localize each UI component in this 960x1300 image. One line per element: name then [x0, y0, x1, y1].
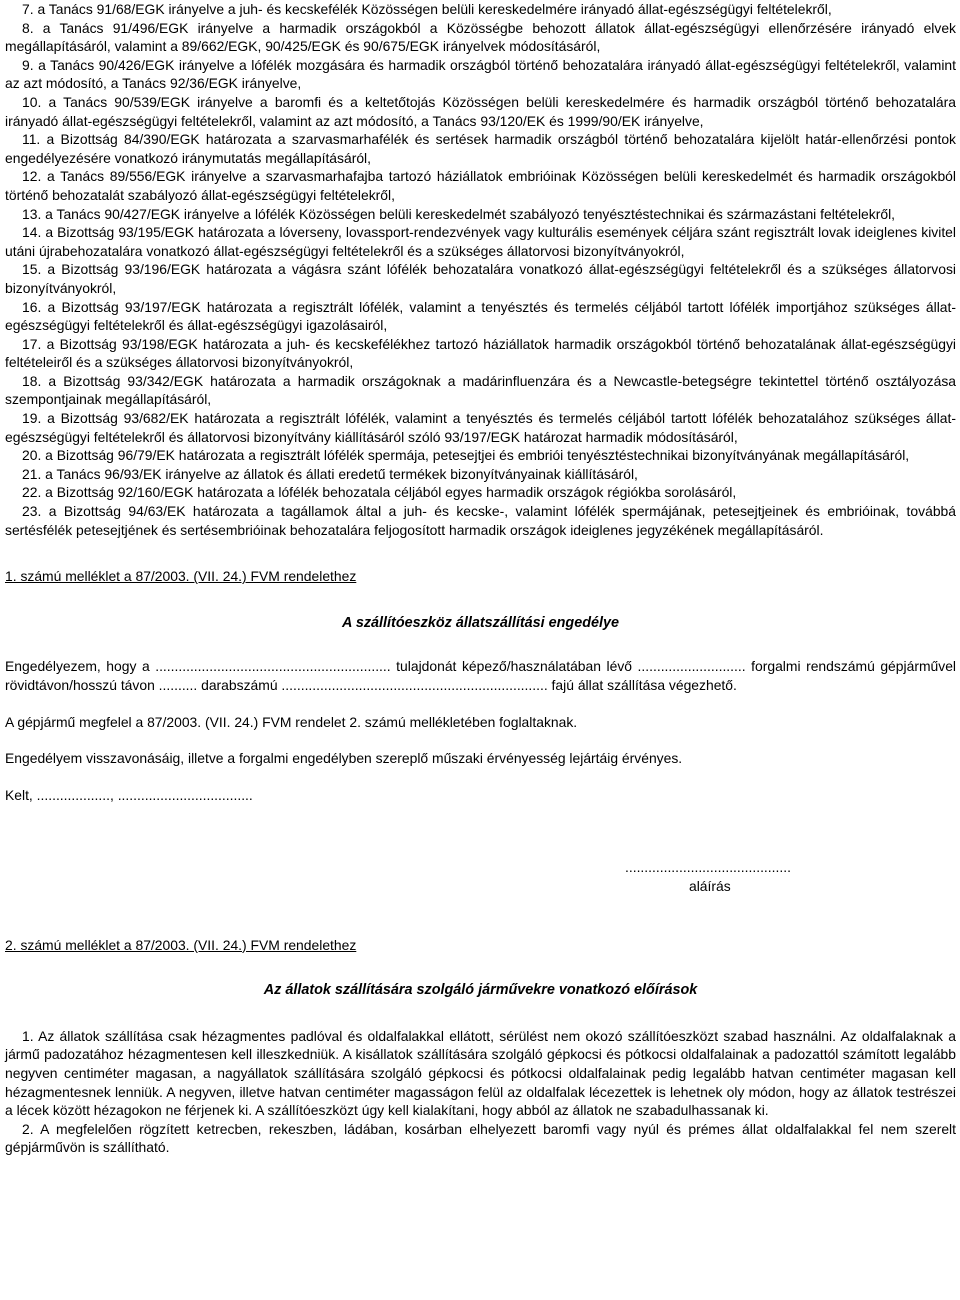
- signature-line: ...........................................: [625, 859, 791, 876]
- spacer: [5, 896, 956, 936]
- spacer: [5, 954, 956, 981]
- spacer: [5, 731, 956, 749]
- annex-1-title: A szállítóeszköz állatszállítási engedélye: [342, 614, 619, 631]
- signature-label: aláírás: [689, 877, 731, 894]
- place-date-line: Kelt, ..................., ...................................: [5, 786, 253, 803]
- list-item: 16. a Bizottság 93/197/EGK határozata a regisztrált lófélék, valamint a tenyésztés és termelés céljából tartott lófélék importjához szükséges állat-egészségügyi feltételekről és állat-egészségügyi igazolásairól,: [5, 298, 956, 334]
- list-item: 8. a Tanács 91/496/EGK irányelve a harmadik országokból a Közösségbe behozott állatok állat-egészségügyi ellenőrzésére irányadó elvek megállapításáról, valamint a 89/662/EGK, 90/425/EGK és 90/675/EGK irányelvek módosításáról,: [5, 19, 956, 55]
- annex-2-title: Az állatok szállítására szolgáló járművekre vonatkozó előírások: [263, 982, 698, 999]
- vehicle-compliance-text: A gépjármű megfelel a 87/2003. (VII. 24.) FVM rendelet 2. számú mellékletében foglaltaknak.: [5, 713, 578, 730]
- list-item: 21. a Tanács 96/93/EK irányelve az állatok és állati eredetű termékek bizonyítványainak kiállításáról,: [22, 465, 638, 482]
- list-item: 12. a Tanács 89/556/EGK irányelve a szarvasmarhafajba tartozó háziállatok embrióinak Közösségen belüli kereskedelmét és harmadik országokból történő behozatalát szabályozó állat-egészségügyi feltételekről,: [5, 168, 956, 203]
- list-item: 10. a Tanács 90/539/EGK irányelve a baromfi és a keltetőtojás Közösségen belüli kereskedelmére és harmadik országból történő behozatalára irányadó állat-egészségügyi feltételekről, valamint az azt módosító, a Tanács 93/120/EK és 1999/90/EK irányelve,: [5, 93, 956, 129]
- regulation-paragraph: 2. A megfelelően rögzített ketrecben, rekeszben, ládában, kosárban elhelyezett baromfi vagy nyúl és prémes állat oldalfalakkal fel nem szerelt gépjárművön is szállítható.: [5, 1120, 956, 1156]
- list-item: 19. a Bizottság 93/682/EK határozata a regisztrált lófélék, valamint a tenyésztés és termelés céljából tartott lófélék behozatalához szükséges állat-egészségügyi feltételekről és állatorvosi bizonyítvány kiállításáról szóló 93/197/EGK határozat harmadik módosításáról,: [5, 410, 956, 445]
- list-item: 13. a Tanács 90/427/EGK irányelve a lófélék Közösségen belüli kereskedelmét szabályozó tenyésztéstechnikai és származástani feltételekről,: [22, 205, 896, 222]
- spacer: [5, 632, 956, 657]
- directive-list: [5, 0, 956, 539]
- list-item: 15. a Bizottság 93/196/EGK határozata a vágásra szánt lófélék behozatalára vonatkozó állat-egészségügyi feltételekről és a szükséges állatorvosi bizonyítványokról,: [5, 261, 956, 296]
- regulation-paragraph: 1. Az állatok szállítása csak hézagmentes padlóval és oldalfalakkal ellátott, sérülést nem okozó szállítóeszközt szabad használni. Az oldalfalaknak a jármű padozatához hézagmentesen kell illeszkedniük. A kisállatok szállítására szolgáló gépkocsi és pótkocsi oldalfalainak a padozattól számított legalább negyven centiméter magasan, a nagyállatok szállítására szolgáló gépkocsi és pótkocsi oldalfalainak pedig legalább hatvan centiméter magasan kell hézagmentesnek lenniük. A negyven, illetve hatvan centiméter magasságon felül az oldalfalak lécezettek is lehetnek oly módon, hogy az állatok testrészei a lécek között hézagokon ne férjenek ki. A szállítóeszközt úgy kell kialakítani, hogy abból az állatok ne szabadulhassanak ki.: [5, 1027, 956, 1119]
- spacer: [5, 695, 956, 713]
- list-item: 20. a Bizottság 96/79/EK határozata a regisztrált lófélék spermája, petesejtjei és embriói tenyésztéstechnikai bizonyítványának megállapításáról,: [22, 447, 910, 464]
- permit-text: Engedélyezem, hogy a ............................................................. tulajdonát képező/használatában lévő ............................ forgalmi rendszámú gépjárművel rövidtávon/hosszú távon .......... darabszámú ..................................................................... fajú állat szállítása végezhető.: [5, 658, 956, 693]
- list-item: 23. a Bizottság 94/63/EK határozata a tagállamok által a juh- és kecske-, valamint lófélék spermájának, petesejtjeinek és embrióinak, továbbá sertésfélék petesejtjének és sertésembrióinak behozatalára feljogosított harmadik országok ideiglenes jegyzékének megállapításáról.: [5, 503, 956, 538]
- list-item: 17. a Bizottság 93/198/EGK határozata a juh- és kecskefélékhez tartozó háziállatok harmadik országokból történő behozatalának állat-egészségügyi feltételeiről és a szükséges állatorvosi bizonyítványokról,: [5, 335, 956, 371]
- list-item: 11. a Bizottság 84/390/EGK határozata a szarvasmarhafélék és sertések harmadik országból történő behozatalára kijelölt határ-ellenőrzési pontok engedélyezésére vonatkozó iránymutatás megállapításáról,: [5, 131, 956, 166]
- annex-2-heading: 2. számú melléklet a 87/2003. (VII. 24.) FVM rendelethez: [5, 936, 357, 953]
- list-item: 18. a Bizottság 93/342/EGK határozata a harmadik országoknak a madárinfluenzára és a Newcastle-betegségre tekintettel történő osztályozása szempontjainak megállapításáról,: [5, 372, 956, 408]
- list-item: 9. a Tanács 90/426/EGK irányelve a lófélék mozgására és harmadik országból történő behozatalára irányadó állat-egészségügyi feltételekről, valamint az azt módosító, a Tanács 92/36/EGK irányelve,: [5, 56, 956, 92]
- spacer: [5, 586, 956, 614]
- spacer: [5, 768, 956, 786]
- list-item: 14. a Bizottság 93/195/EGK határozata a lóverseny, lovassport-rendezvények vagy kulturális események céljára szánt regisztrált lovak ideiglenes kivitel utáni újrabehozatalára vonatkozó állat-egészségügyi feltételekről és a szükséges állatorvosi bizonyítványokról,: [5, 224, 956, 259]
- spacer: [5, 539, 956, 567]
- annex-1-heading: 1. számú melléklet a 87/2003. (VII. 24.) FVM rendelethez: [5, 568, 357, 585]
- list-item: 7. a Tanács 91/68/EGK irányelve a juh- és kecskefélék Közösségen belüli kereskedelmére irányadó állat-egészségügyi feltételekről,: [22, 1, 832, 17]
- spacer: [5, 804, 956, 858]
- spacer: [5, 1000, 956, 1027]
- validity-text: Engedélyem visszavonásáig, illetve a forgalmi engedélyben szereplő műszaki érvényesség lejártáig érvényes.: [5, 750, 683, 767]
- list-item: 22. a Bizottság 92/160/EGK határozata a lófélék behozatala céljából egyes harmadik országok régiókba sorolásáról,: [22, 484, 737, 501]
